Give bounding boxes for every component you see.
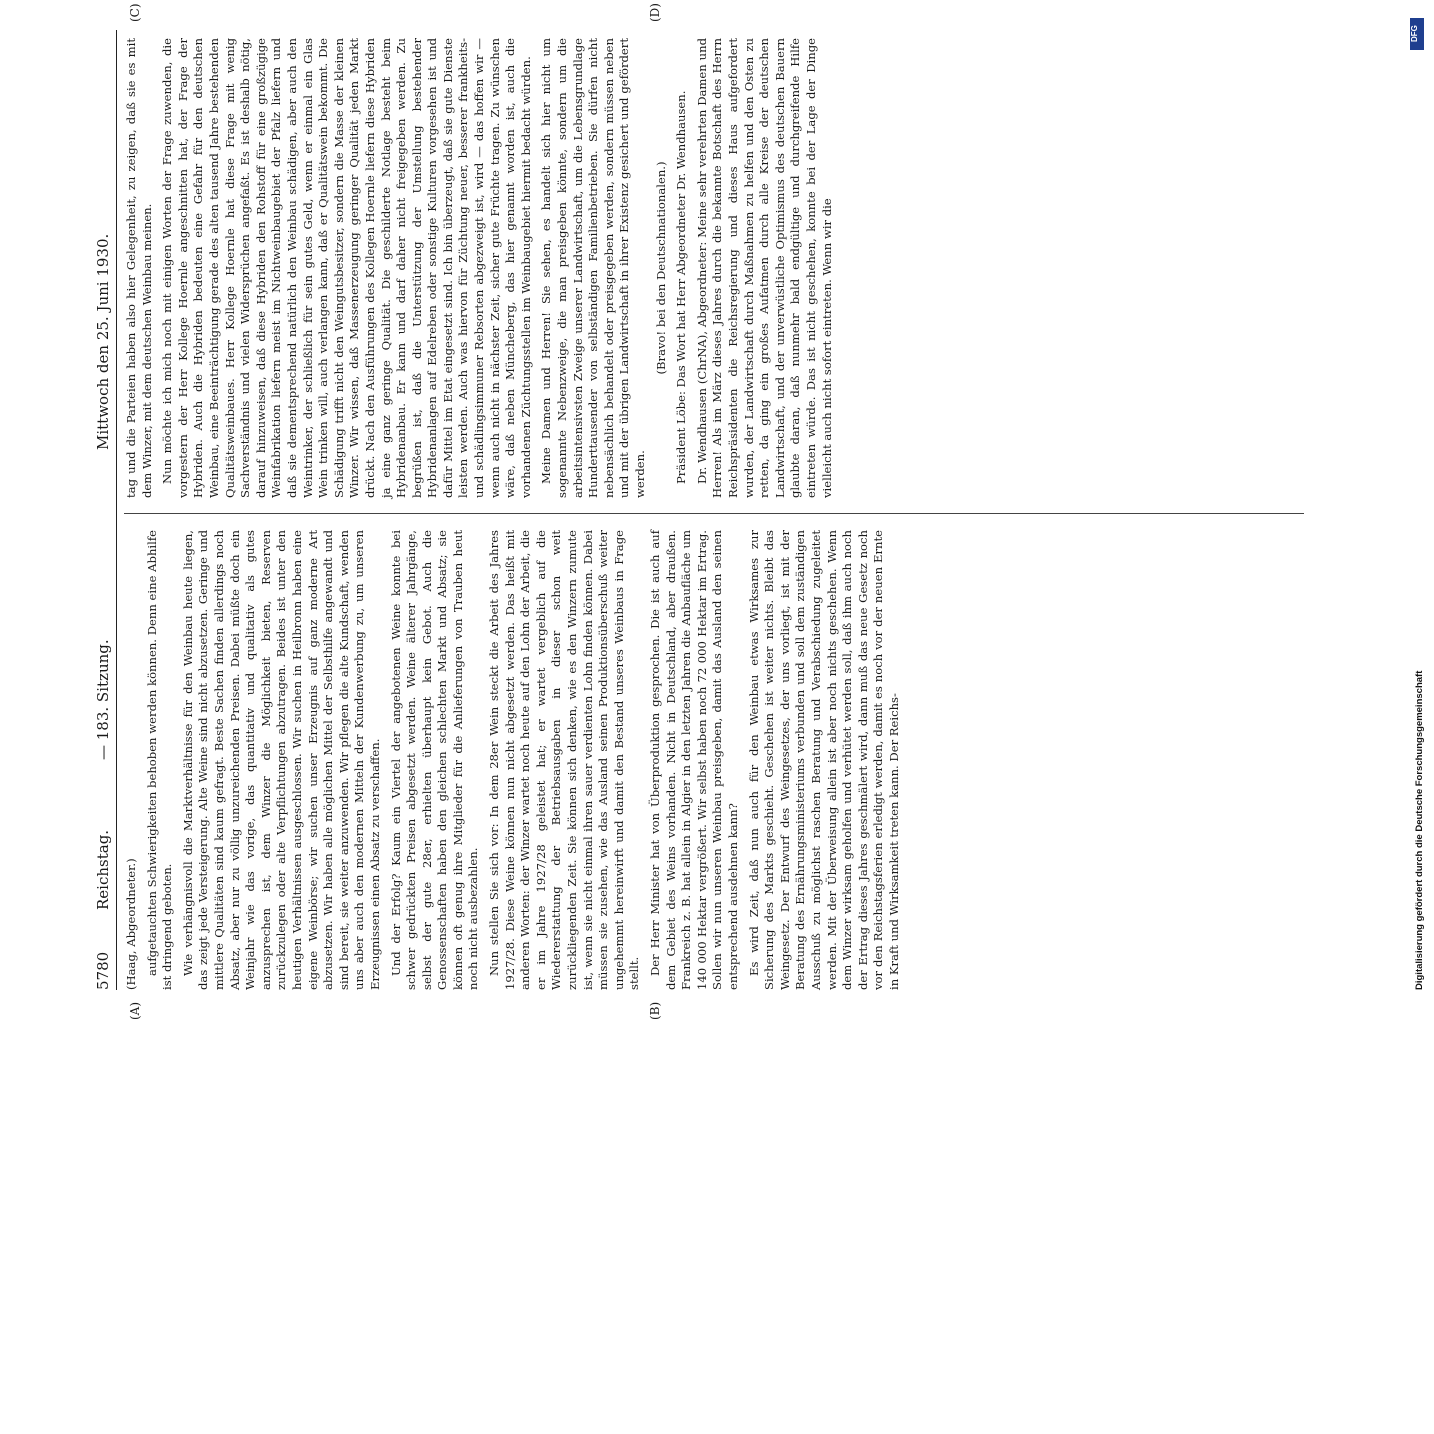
paragraph: aufgetauchten Schwierigkeiten behoben werden können. Denn eine Abhilfe ist dringend geboten. xyxy=(144,530,175,990)
header-date: Mittwoch den 25. Juni 1930. xyxy=(94,233,112,450)
column-divider xyxy=(124,513,1304,514)
dfg-logo: DFG xyxy=(1410,18,1424,50)
paragraph: Meine Damen und Herren! Sie sehen, es handelt sich hier nicht um sogenannte Nebenzweige, die man preisgeben könnte, sondern um die arbeitsintensivsten Zweige unserer Landwirtschaft, um die Lebensgrundlage Hunderttausender von selbständigen Familienbetrieben. Sie dürfen nicht nebensächlich behandelt oder preisgegeben werden, sondern müssen neben und mit der übrigen Landwirtschaft in ihrer Existenz gesichert und gefördert werden. xyxy=(539,38,647,498)
paragraph: Es wird Zeit, daß nun auch für den Weinbau etwas Wirksames zur Sicherung des Markts geschieht. Geschehen ist weiter nichts. Bleibt das Weingesetz. Der Entwurf des Weingesetzes, der uns vorliegt, ist mit der Beratung des Ernährungsministeriums verbunden und soll dem zuständigen Ausschuß zu möglichst raschen Beratung und Verabschiedung zugeleitet werden. Mit der Überweisung allein ist aber noch nichts geschehen. Wenn dem Winzer wirksam geholfen und verhütet werden soll, daß ihm auch noch der Ertrag dieses Jahres geschmälert wird, dann muß das neue Gesetz noch vor den Reichstagsferien erledigt werden, damit es noch vor der neuen Ernte in Kraft und Wirksamkeit treten kann. Der Reichs- xyxy=(746,530,901,990)
margin-mark-d: (D) xyxy=(648,3,662,22)
paragraph: Nun möchte ich mich noch mit einigen Worten der Frage zuwenden, die vorgestern der Herr Kollege Hoernle angeschnitten hat, der Frage der Hybriden. Auch die Hybriden bedeuten eine Gefahr für den deutschen Weinbau, eine Beeinträchtigung gerade des alten tausend Jahre bestehenden Qualitätsweinbaues. Herr Kollege Hoernle hat diese Frage mit wenig Sachverständnis und vielen Widersprüchen angefaßt. Es ist deshalb nötig, darauf hinzuweisen, daß diese Hybriden den Rohstoff für eine großzügige Weinfabrikation liefern meist im Nichtweinbaugebiet der Pfalz liefern und daß sie dementsprechend natürlich den Weinbau schädigen, aber auch den Weintrinker, der schließlich für sein gutes Geld, wenn er einmal ein Glas Wein trinken will, auch verlangen kann, daß er Qualitätswein bekommt. Die Schädigung trifft nicht den Weingutsbesitzer, sondern die Masse der kleinen Winzer. Wir wissen, daß Massenerzeugung geringer Qualität jeden Markt drückt. Nach den Ausführungen des Kollegen Hoernle liefern diese Hybriden ja eine ganz geringe Qualität. Die geschilderte Notlage besteht beim Hybridenanbau. Er kann und darf daher nicht freigegeben werden. Zu begrüßen ist, daß die Unterstützung der Umstellung bestehender Hybridenanlagen auf Edelreben oder sonstige Kulturen vorgesehen ist und dafür Mittel im Etat eingesetzt sind. Ich bin überzeugt, daß sie gute Dienste leisten werden. Auch was hiervon für Züchtung neuer, besserer frankheits- und schädlingsimmuner Rebsorten abgezweigt ist, wird — das hoffen wir — wenn auch nicht in nächster Zeit, sicher gute Früchte tragen. Zu wünschen wäre, daß neben Müncheberg, das hier genannt worden ist, auch die vorhandenen Züchtungsstellen im Weinbaugebiet hiermit bedacht würden. xyxy=(160,38,533,498)
paragraph: (Haag, Abgeordneter.) xyxy=(124,858,138,990)
paragraph: tag und die Parteien haben also hier Gelegenheit, zu zeigen, daß sie es mit dem Winzer, mit dem deutschen Weinbau meinen. xyxy=(124,38,154,498)
paragraph: (Bravo! bei den Deutschnationalen.) xyxy=(653,161,668,375)
paragraph: Wie verhängnisvoll die Marktverhältnisse für den Weinbau heute liegen, das zeigt jede Versteigerung. Alte Weine sind nicht abzusetzen. Geringe und mittlere Qualitäten sind kaum gefragt. Beste Sachen finden allerdings noch Absatz, aber nur zu völlig unzureichenden Preisen. Dabei müßte doch ein Weinjahr wie das vorige, das quantitativ und qualitativ als gutes anzusprechen ist, dem Winzer die Möglichkeit bieten, Reserven zurückzulegen oder alte Verpflichtungen abzutragen. Beides ist unter den heutigen Verhältnissen ausgeschlossen. Wir suchen in Heilbronn haben eine eigene Weinbörse; wir suchen unser Erzeugnis auf ganz moderne Art abzusetzen. Wir haben alle möglichen Mittel der Selbsthilfe angewandt und sind bereit, sie weiter anzuwenden. Wir pflegen die alte Kundschaft, wenden uns aber auch den modernen Mitteln der Kundenwerbung zu, um unseren Erzeugnissen einen Absatz zu verschaffen. xyxy=(180,530,382,990)
left-column xyxy=(124,530,908,990)
digitization-credit-bar xyxy=(1406,10,1430,990)
digitization-credit: Digitalisierung gefördert durch die Deutsche Forschungsgemeinschaft xyxy=(1414,670,1425,990)
page-number: 5780 xyxy=(94,951,112,990)
paragraph: Und der Erfolg? Kaum ein Viertel der angebotenen Weine konnte bei schwer gedrückten Preisen abgesetzt werden. Weine älterer Jahrgänge, selbst der gute 28er, erhielten überhaupt kein Gebot. Auch die Genossenschaften haben den gleichen schlechten Markt und Absatz; sie können oft genug ihre Mitglieder für die Anlieferungen von Trauben heut noch nicht ausbezahlen. xyxy=(388,530,481,990)
paragraph: Der Herr Minister hat von Überproduktion gesprochen. Die ist auch auf dem Gebiet des Weins vorhanden. Nicht in Deutschland, aber draußen. Frankreich z. B. hat allein in Algier in den letzten Jahren die Anbaufläche um 140 000 Hektar vergrößert. Wir selbst haben noch 72 000 Hektar im Ertrag. Sollen wir nun unseren Weinbau preisgeben, damit das Ausland den seinen entsprechend ausdehnen kann? xyxy=(648,530,740,990)
margin-mark-a: (A) xyxy=(128,1001,142,1020)
paragraph: Dr. Wendhausen (ChrNA), Abgeordneter: Meine sehr verehrten Damen und Herren! Als im März dieses Jahres durch die bekannte Botschaft des Herrn Reichspräsidenten die Reichsregierung und dieses Haus aufgefordert wurden, der Landwirtschaft durch Maßnahmen zu helfen und den Osten zu retten, da ging ein großes Aufatmen durch alle Kreise der deutschen Landwirtschaft, und der unverwüstliche Optimismus des deutschen Bauern glaubte daran, daß nunmehr bald endgültige und durchgreifende Hilfe eintreten würde. Das ist nicht geschehen, konnte bei der Lage der Dinge vielleicht auch nicht sofort eintreten. Wenn wir die xyxy=(694,38,834,498)
margin-mark-c: (C) xyxy=(128,3,142,22)
document-page xyxy=(88,3,1318,1020)
journal-name: Reichstag. xyxy=(94,829,112,910)
right-column xyxy=(124,38,840,498)
session-label: — 183. Sitzung. xyxy=(94,639,112,760)
page-header xyxy=(88,30,117,990)
paragraph: Präsident Löbe: Das Wort hat Herr Abgeordneter Dr. Wendhausen. xyxy=(674,90,689,484)
paragraph: Nun stellen Sie sich vor: In dem 28er Wein steckt die Arbeit des Jahres 1927/28. Diese Weine können nun nicht abgesetzt werden. Das heißt mit anderen Worten: der Winzer wartet noch heute auf den Lohn der Arbeit, die er im Jahre 1927/28 geleistet hat; er wartet vergeblich auf die Wiedererstattung der Betriebsausgaben in dieser schon weit zurückliegenden Zeit. Sie können sich denken, wie es den Winzern zumute ist, wenn sie nicht einmal ihren sauer verdienten Lohn finden können. Dabei müssen sie zusehen, wie das Ausland seinen Produktionsüberschuß weiter ungehemmt hereinwirft und damit den Bestand unseres Weinbaus in Frage stellt. xyxy=(487,530,642,990)
margin-mark-b: (B) xyxy=(648,1001,662,1020)
